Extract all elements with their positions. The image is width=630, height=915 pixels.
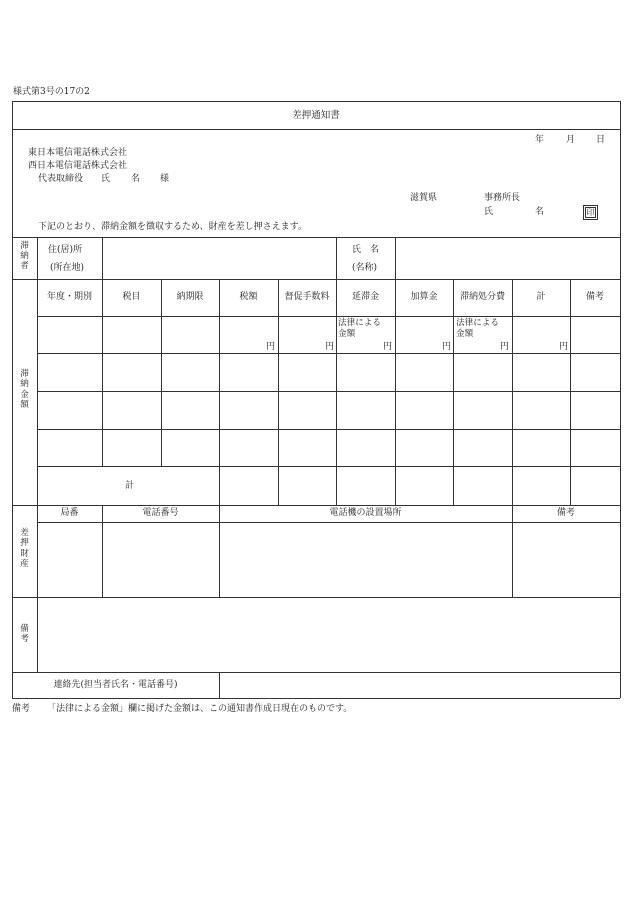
col-header-tax-amount: 税額 xyxy=(239,292,258,302)
footnote-text: 「法律による金額」欄に掲げた金額は、この通知書作成日現在のものです。 xyxy=(47,704,353,714)
issuer-mei: 名 xyxy=(535,207,545,217)
name-sub-label: (名称) xyxy=(352,263,378,273)
col-header-total: 計 xyxy=(536,292,546,302)
col-header-tax-item: 税目 xyxy=(122,292,141,302)
statement-text: 下記のとおり、滞納金額を徴収するため、財産を差し押さえます。 xyxy=(38,222,307,232)
legal-amount-note-line2: 金額 xyxy=(456,328,474,339)
col-header-remarks: 備考 xyxy=(585,292,604,302)
seized-property-label-text: 差押財産 xyxy=(20,528,29,569)
unit-yen-additional-tax: 円 xyxy=(442,342,452,352)
representative-sama: 様 xyxy=(160,174,170,184)
page-title: 差押通知書 xyxy=(292,110,340,121)
form-number: 様式第3号の17の2 xyxy=(13,87,90,97)
amount-section-label-text: 滞納金額 xyxy=(20,369,29,410)
contact-label: 連絡先(担当者氏名・電話番号) xyxy=(53,680,178,690)
col-header-exchange: 局番 xyxy=(60,508,79,518)
col-header-installation-place: 電話機の設置場所 xyxy=(329,508,402,518)
seized-property-label xyxy=(12,528,37,569)
unit-yen-disposition-cost: 円 xyxy=(500,342,510,352)
delinquent-label xyxy=(12,242,37,272)
date-year-label: 年 xyxy=(535,135,545,145)
addressee-west: 西日本電信電話株式会社 xyxy=(28,161,128,171)
legal-amount-note-disposition xyxy=(456,318,499,339)
date-month-label: 月 xyxy=(566,135,576,145)
representative-role: 代表取締役 xyxy=(38,174,84,184)
issuer-shi: 氏 xyxy=(484,207,494,217)
date-day-label: 日 xyxy=(596,135,606,145)
col-header-property-remarks: 備考 xyxy=(556,508,575,518)
col-header-due-date: 納期限 xyxy=(176,292,204,302)
legal-amount-note-line1: 法律による xyxy=(456,318,499,328)
seal-stamp: 印 xyxy=(583,205,598,220)
unit-yen-tax-amount: 円 xyxy=(266,342,276,352)
issuer-prefecture: 滋賀県 xyxy=(410,193,438,203)
col-header-reminder-fee: 督促手数料 xyxy=(284,292,330,302)
col-header-delinquency-charge: 延滞金 xyxy=(351,292,379,302)
representative-shi: 氏 xyxy=(101,174,111,184)
legal-amount-note-line1: 法律による xyxy=(338,318,381,328)
legal-amount-note-line2: 金額 xyxy=(338,328,356,339)
col-header-phone-number: 電話番号 xyxy=(142,508,179,518)
contact-value[interactable] xyxy=(220,673,619,697)
col-header-fiscal-period: 年度・期別 xyxy=(46,292,92,302)
remarks-label xyxy=(12,624,37,645)
address-label: 住(居)所 xyxy=(48,245,83,255)
representative-mei: 名 xyxy=(131,174,141,184)
unit-yen-total: 円 xyxy=(559,342,569,352)
col-header-additional-tax: 加算金 xyxy=(410,292,438,302)
amount-section-label xyxy=(12,369,37,410)
legal-amount-note-delinquency xyxy=(338,318,381,339)
delinquent-label-text: 滞納者 xyxy=(20,241,29,271)
unit-yen-reminder-fee: 円 xyxy=(325,342,335,352)
address-sub-label: (所在地) xyxy=(50,263,85,273)
issuer-office: 事務所長 xyxy=(484,193,521,203)
total-row-label: 計 xyxy=(125,481,135,491)
address-value[interactable] xyxy=(103,238,335,279)
unit-yen-delinquency-charge: 円 xyxy=(383,342,393,352)
col-header-disposition-cost: 滞納処分費 xyxy=(459,292,505,302)
addressee-east: 東日本電信電話株式会社 xyxy=(28,148,128,158)
footnote-label: 備考 xyxy=(12,704,31,714)
name-value[interactable] xyxy=(396,238,619,279)
name-label: 氏 名 xyxy=(352,245,380,255)
remarks-label-text: 備考 xyxy=(20,624,29,645)
